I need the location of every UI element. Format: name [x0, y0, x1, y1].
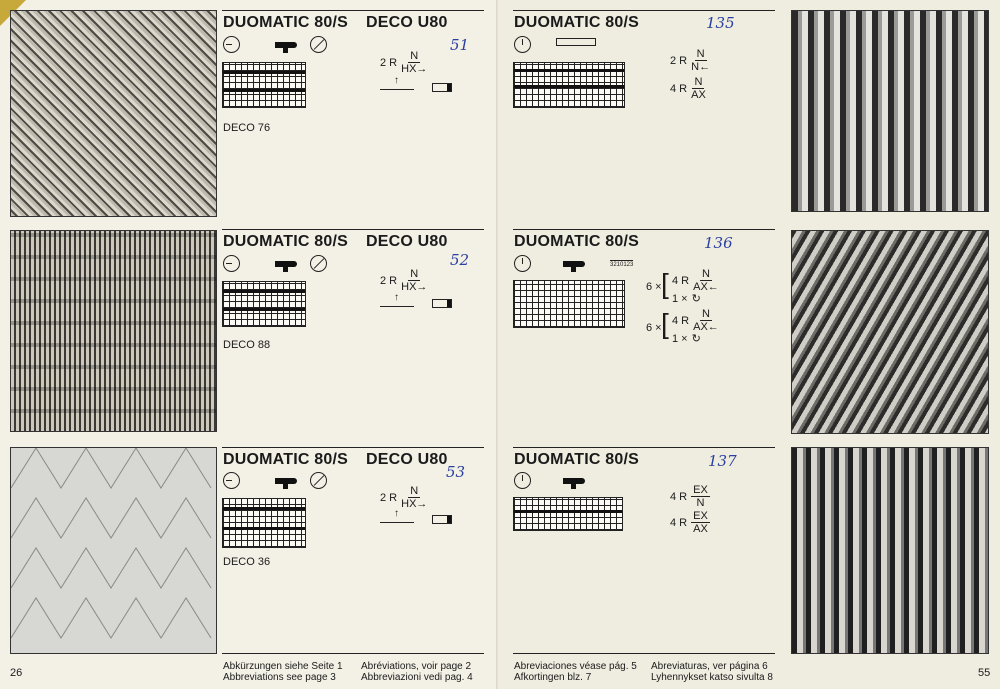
- repeat-label: 6 ×: [646, 281, 662, 293]
- knit-photo-deco-88: [10, 230, 217, 432]
- stitch-wheel-icon: [310, 255, 327, 272]
- lock-dial-icon: [223, 36, 240, 53]
- knit-photo-135: [791, 10, 989, 212]
- carriage-icon: [563, 261, 585, 267]
- brace-icon: [: [661, 308, 669, 339]
- footer-abbrev-de-en: Abkürzungen siehe Seite 1 Abbreviations see page 3: [223, 661, 343, 683]
- row-count: 2 R: [380, 56, 398, 69]
- rotate-icon: ↻: [691, 293, 701, 305]
- lock-dial-icon: [514, 255, 531, 272]
- section-rule: [513, 10, 775, 11]
- row-instruction: [380, 485, 427, 510]
- lock-dial-icon: [514, 36, 531, 53]
- pattern-number: 51: [450, 36, 470, 54]
- carriage-icon: [563, 478, 585, 484]
- lock-dial-icon: [223, 472, 240, 489]
- needle-diagram: [513, 497, 623, 531]
- row-instruction: 4 R $\frac{N}{AX\leftarrow}$: [672, 268, 719, 293]
- machine-title: DUOMATIC 80/S: [223, 14, 348, 31]
- section-rule: [222, 447, 484, 448]
- needle-diagram: [513, 280, 625, 328]
- arrow-line-icon: [380, 80, 414, 90]
- row-count: 2 R: [380, 274, 398, 287]
- needle-diagram: [222, 62, 306, 108]
- machine-title: DUOMATIC 80/S: [514, 233, 639, 250]
- footer-abbrev-es-nl: Abreviaciones véase pág. 5 Afkortingen blz. 7: [514, 661, 637, 683]
- zigzag-pattern-icon: [11, 448, 216, 653]
- machine-title: DUOMATIC 80/S: [514, 14, 639, 31]
- knit-photo-137: [791, 447, 989, 654]
- pattern-number: 136: [704, 234, 733, 252]
- row-instruction: 4 R $\frac{EX}{AX}$: [670, 510, 708, 535]
- deco-label: DECO 88: [223, 339, 271, 351]
- arrow-line-icon: [380, 297, 414, 307]
- footer-rule: [513, 653, 775, 654]
- switch-icon: [432, 83, 452, 92]
- needle-diagram: [513, 62, 625, 108]
- section-rule: [513, 447, 775, 448]
- pattern-number: 135: [706, 14, 735, 32]
- switch-icon: [432, 299, 452, 308]
- left-page: [0, 0, 498, 689]
- stitch-wheel-icon: [310, 472, 327, 489]
- machine-title: DUOMATIC 80/S: [514, 451, 639, 468]
- lock-dial-icon: [514, 472, 531, 489]
- row-instruction: 4 R $\frac{N}{AX\leftarrow}$: [672, 308, 719, 333]
- section-rule: [513, 229, 775, 230]
- knit-photo-136: [791, 230, 989, 434]
- pattern-number: 137: [708, 452, 737, 470]
- carriage-icon: [275, 261, 297, 267]
- row-instruction: 4 R $\frac{N}{AX}$: [670, 76, 706, 101]
- row-instruction: 1 × ↻: [672, 332, 701, 345]
- fraction: $\frac{N}{HX\to}$: [401, 268, 428, 293]
- deco-label: DECO 36: [223, 556, 271, 568]
- page-number-left: 26: [10, 667, 23, 679]
- lock-dial-icon: [223, 255, 240, 272]
- machine-title: DUOMATIC 80/S: [223, 451, 348, 468]
- row-instruction: [380, 268, 427, 293]
- section-rule: [222, 10, 484, 11]
- stitch-wheel-icon: [310, 36, 327, 53]
- section-rule: [222, 229, 484, 230]
- carriage-outline-icon: [556, 38, 596, 46]
- deco-title: DECO U80: [366, 14, 448, 31]
- needle-diagram: [222, 281, 306, 327]
- footer-abbrev-pt-fi: Abreviaturas, ver página 6 Lyhennykset katso sivulta 8: [651, 661, 773, 683]
- footer-rule: [222, 653, 484, 654]
- row-instruction: 4 R $\frac{EX}{N}$: [670, 484, 708, 509]
- fraction: $\frac{N}{HX\to}$: [401, 50, 428, 75]
- rotate-icon: ↻: [691, 333, 701, 345]
- deco-title: DECO U80: [366, 233, 448, 250]
- right-page: [498, 0, 1000, 689]
- row-count: 2 R: [380, 491, 398, 504]
- row-instruction: 1 × ↻: [672, 292, 701, 305]
- carriage-icon: [275, 478, 297, 484]
- page-number-right: 55: [978, 667, 991, 679]
- pattern-number: 53: [446, 463, 466, 481]
- fraction: $\frac{N}{HX\to}$: [401, 485, 428, 510]
- machine-title: DUOMATIC 80/S: [223, 233, 348, 250]
- needle-scale: 3210123: [610, 262, 634, 268]
- row-instruction: 2 R $\frac{N}{N\leftarrow}$: [670, 48, 711, 73]
- knit-photo-deco-36: [10, 447, 217, 654]
- deco-title: DECO U80: [366, 451, 448, 468]
- needle-diagram: [222, 498, 306, 548]
- row-instruction: [380, 50, 427, 75]
- arrow-line-icon: [380, 513, 414, 523]
- carriage-icon: [275, 42, 297, 48]
- switch-icon: [432, 515, 452, 524]
- knit-photo-deco-76: [10, 10, 217, 217]
- footer-abbrev-fr-it: Abréviations, voir page 2 Abbreviazioni vedi pag. 4: [361, 661, 473, 683]
- brace-icon: [: [661, 268, 669, 299]
- repeat-label: 6 ×: [646, 322, 662, 334]
- pattern-number: 52: [450, 251, 470, 269]
- deco-label: DECO 76: [223, 122, 271, 134]
